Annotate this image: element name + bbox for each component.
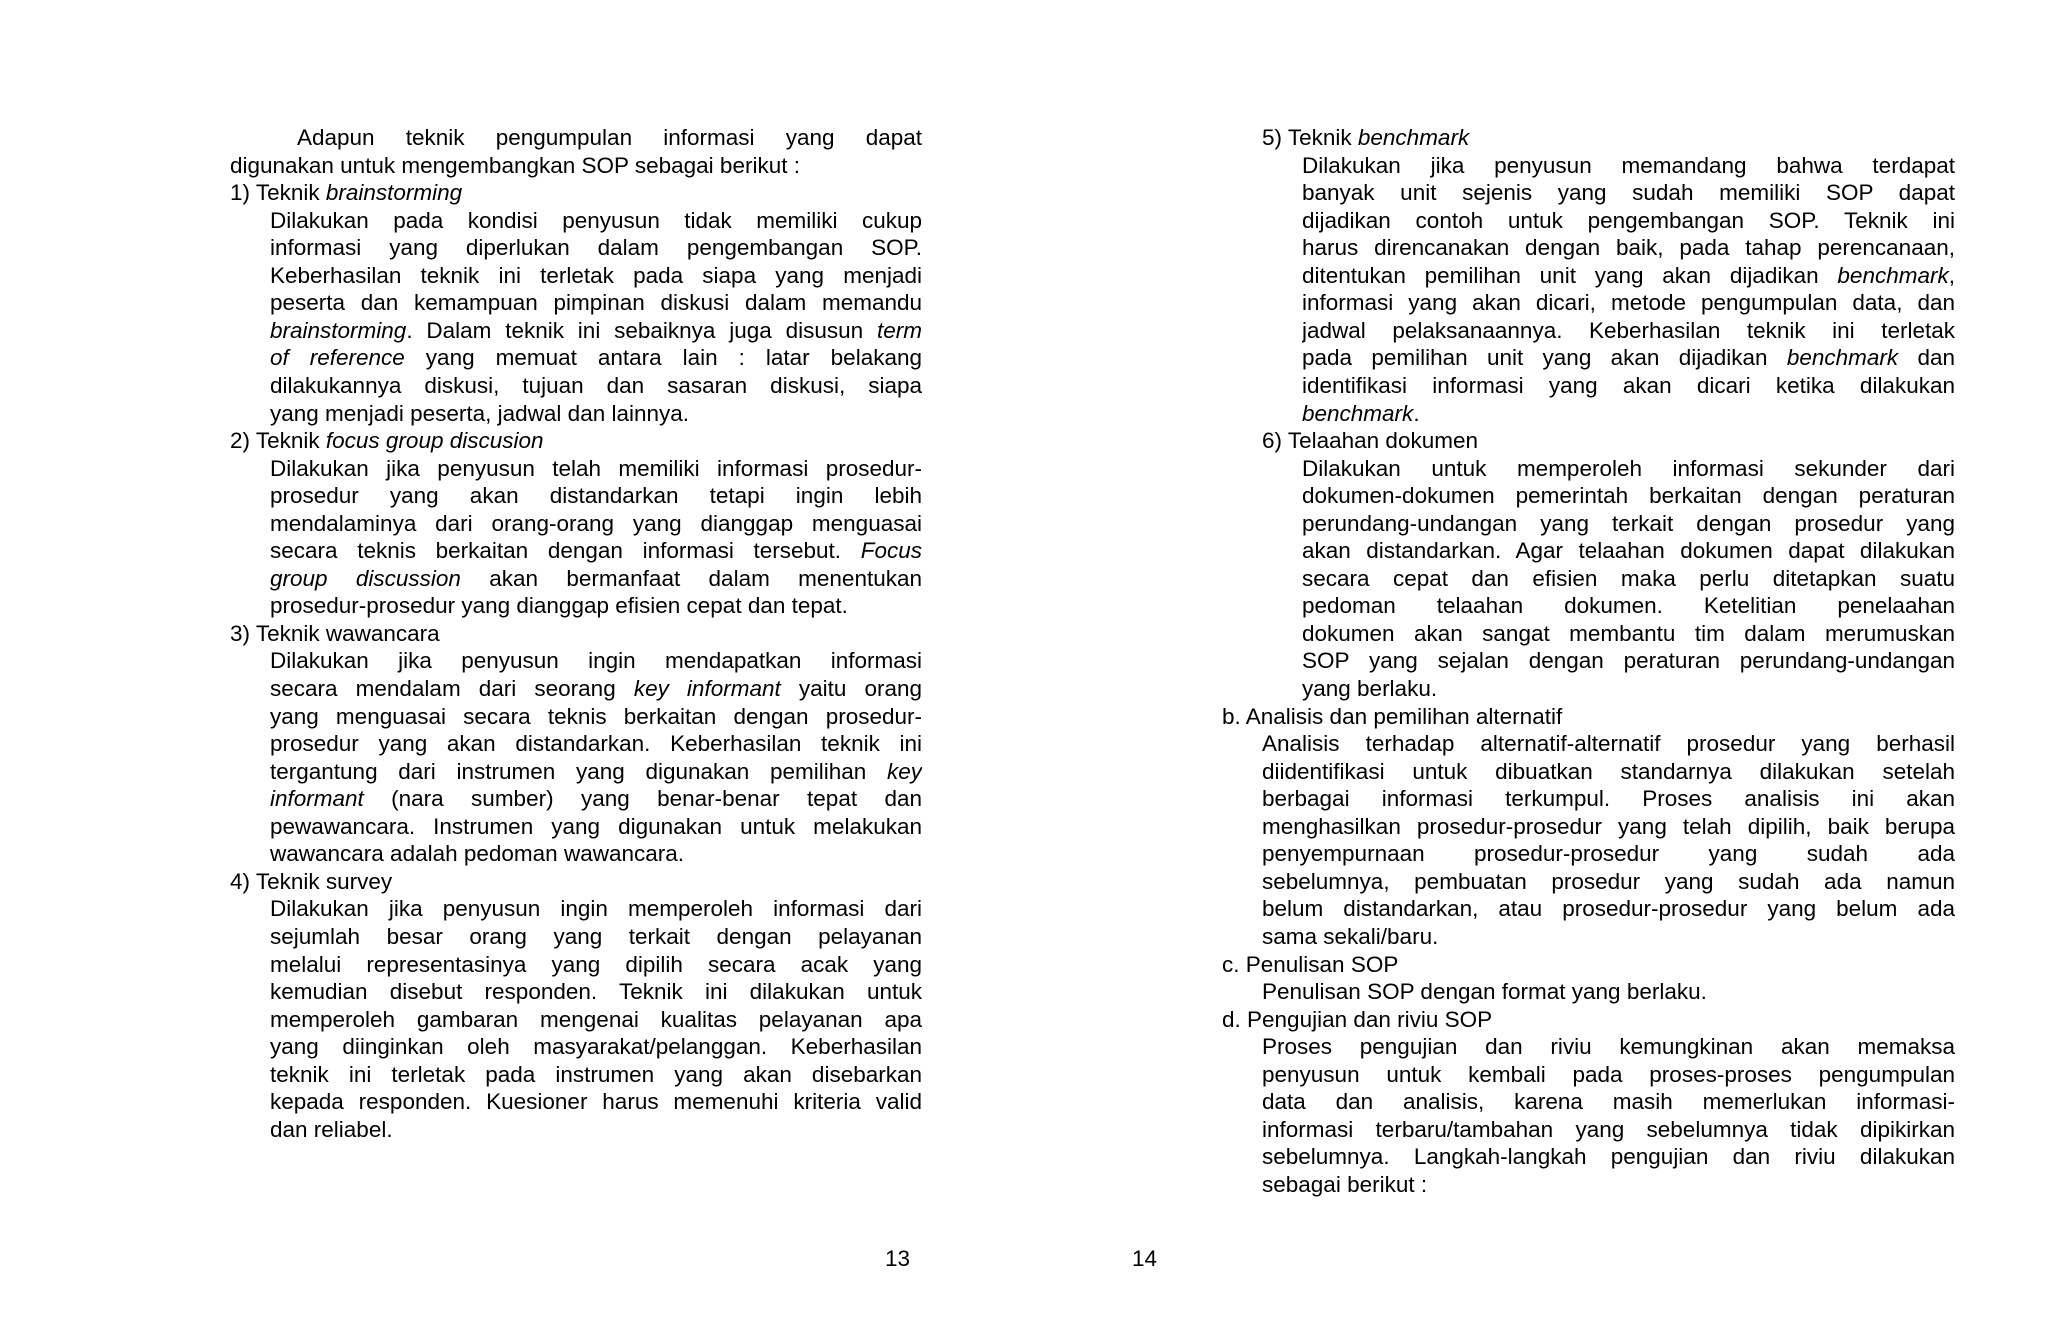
italic-text: key informant xyxy=(633,676,781,701)
text-run: perundang-undangan yang terkait dengan prosedur yang xyxy=(1302,510,1955,536)
italic-text: benchmark xyxy=(1357,125,1470,150)
text-run: , xyxy=(1948,262,1955,288)
text-run: prosedur yang akan distandarkan. Keberhasilan teknik ini xyxy=(270,731,922,757)
body-line xyxy=(1302,400,1955,428)
page-number-13: 13 xyxy=(885,1246,911,1271)
body-line xyxy=(1262,813,1955,841)
text-run: banyak unit sejenis yang sudah memiliki SOP dapat xyxy=(1302,180,1955,206)
body-line xyxy=(1262,978,1955,1006)
text-run: Analisis terhadap alternatif-alternatif prosedur yang berhasil xyxy=(1262,731,1955,757)
text-run: Penulisan SOP dengan format yang berlaku. xyxy=(1262,979,1707,1005)
italic-text: group discussion xyxy=(270,565,461,591)
item-heading xyxy=(1262,427,1955,455)
text-run: dan xyxy=(1898,345,1955,371)
body-line xyxy=(1262,1171,1955,1199)
body-line xyxy=(1262,1143,1955,1171)
italic-text: key xyxy=(886,758,922,784)
text-run: b. Analisis dan pemilihan alternatif xyxy=(1222,703,1563,729)
text-run: sebelumnya. Langkah-langkah pengujian dan riviu dilakukan xyxy=(1262,1144,1955,1170)
text-run: dan reliabel. xyxy=(270,1116,393,1142)
text-run: pewawancara. Instrumen yang digunakan untuk melakukan xyxy=(270,813,922,839)
body-line xyxy=(1302,537,1955,565)
body-line xyxy=(1262,785,1955,813)
text-run: akan bermanfaat dalam menentukan xyxy=(460,565,922,591)
text-run: kemudian disebut responden. Teknik ini dilakukan untuk xyxy=(270,979,922,1005)
text-run: . xyxy=(1413,400,1420,426)
text-run: jadwal pelaksanaannya. Keberhasilan teknik ini terletak xyxy=(1302,317,1955,343)
italic-text: term xyxy=(877,317,922,343)
text-run: menghasilkan prosedur-prosedur yang telah dipilih, baik berupa xyxy=(1262,813,1955,839)
text-run: Dilakukan jika penyusun ingin mendapatkan informasi xyxy=(270,648,922,674)
italic-text: benchmark xyxy=(1786,345,1899,371)
text-run: belum distandarkan, atau prosedur-prosedur yang belum ada xyxy=(1262,896,1955,922)
text-run: 1) Teknik xyxy=(230,180,326,206)
section-heading xyxy=(1222,951,1955,979)
text-run: prosedur yang akan distandarkan tetapi ingin lebih xyxy=(270,483,922,509)
text-run: d. Pengujian dan riviu SOP xyxy=(1222,1006,1493,1032)
body-line xyxy=(1302,455,1955,483)
text-run: secara cepat dan efisien maka perlu ditetapkan suatu xyxy=(1302,565,1955,591)
text-run: memperoleh gambaran mengenai kualitas pelayanan apa xyxy=(270,1006,922,1032)
text-run: yang menjadi peserta, jadwal dan lainnya. xyxy=(270,400,690,426)
body-line xyxy=(1262,1116,1955,1144)
italic-text: Focus xyxy=(860,538,922,564)
body-line xyxy=(1302,372,1955,400)
text-run: sebagai berikut : xyxy=(1262,1171,1428,1197)
text-run: Dilakukan jika penyusun telah memiliki informasi prosedur- xyxy=(270,455,922,481)
text-run: yang berlaku. xyxy=(1302,676,1438,701)
page-number-14: 14 xyxy=(1132,1246,1158,1271)
text-run: harus direncanakan dengan baik, pada tahap perencanaan, xyxy=(1302,235,1955,261)
text-run: tergantung dari instrumen yang digunakan pemilihan xyxy=(270,758,887,784)
text-run: 5) Teknik xyxy=(1262,125,1358,150)
body-line xyxy=(1262,868,1955,896)
body-line xyxy=(1262,1088,1955,1116)
text-run: berbagai informasi terkumpul. Proses analisis ini akan xyxy=(1262,786,1955,812)
text-run: 2) Teknik xyxy=(230,428,326,454)
text-run: informasi yang diperlukan dalam pengembangan SOP. xyxy=(270,235,922,261)
text-run: Adapun teknik pengumpulan informasi yang dapat xyxy=(297,125,922,150)
italic-text: benchmark xyxy=(1837,262,1949,288)
body-line xyxy=(1262,840,1955,868)
text-run: Dilakukan untuk memperoleh informasi sekunder dari xyxy=(1302,455,1955,481)
text-run: c. Penulisan SOP xyxy=(1222,951,1399,977)
text-run: melalui representasinya yang dipilih secara acak yang xyxy=(270,951,922,977)
text-run: dokumen akan sangat membantu tim dalam merumuskan xyxy=(1302,620,1955,646)
body-line xyxy=(1302,647,1955,675)
text-run: prosedur-prosedur yang dianggap efisien cepat dan tepat. xyxy=(270,593,848,619)
text-run: wawancara adalah pedoman wawancara. xyxy=(270,841,685,867)
text-run: sejumlah besar orang yang terkait dengan pelayanan xyxy=(270,923,922,949)
body-line xyxy=(1262,1061,1955,1089)
body-line xyxy=(1262,895,1955,923)
text-run: data dan analisis, karena masih memerlukan informasi- xyxy=(1262,1089,1955,1115)
text-run: yaitu orang xyxy=(780,676,922,701)
text-run: diidentifikasi untuk dibuatkan standarnya dilakukan setelah xyxy=(1262,758,1955,784)
body-line xyxy=(1262,730,1955,758)
italic-text: benchmark xyxy=(1302,400,1414,426)
text-run: informasi terbaru/tambahan yang sebelumnya tidak dipikirkan xyxy=(1262,1116,1955,1142)
italic-text: informant xyxy=(270,786,364,812)
body-line xyxy=(1262,923,1955,951)
text-run: Dilakukan pada kondisi penyusun tidak memiliki cukup xyxy=(270,207,922,233)
text-run: penyusun untuk kembali pada proses-proses pengumpulan xyxy=(1262,1061,1955,1087)
section-heading xyxy=(1222,703,1955,731)
text-run: yang memuat antara lain : latar belakang xyxy=(404,345,922,371)
text-run: . Dalam teknik ini sebaiknya juga disusun xyxy=(406,317,877,343)
text-run: pedoman telaahan dokumen. Ketelitian penelaahan xyxy=(1302,593,1955,619)
text-run: identifikasi informasi yang akan dicari ketika dilakukan xyxy=(1302,372,1955,398)
text-run: kepada responden. Kuesioner harus memenuhi kriteria valid xyxy=(270,1089,922,1115)
text-run: akan distandarkan. Agar telaahan dokumen dapat dilakukan xyxy=(1302,538,1955,564)
italic-text: focus group discusion xyxy=(325,428,544,454)
text-run: pada pemilihan unit yang akan dijadikan xyxy=(1302,345,1787,371)
body-line xyxy=(1302,234,1955,262)
text-run: sama sekali/baru. xyxy=(1262,923,1439,949)
body-line xyxy=(1302,510,1955,538)
body-line xyxy=(1302,152,1955,180)
body-line xyxy=(1302,207,1955,235)
text-run: Keberhasilan teknik ini terletak pada siapa yang menjadi xyxy=(270,262,922,288)
text-run: penyempurnaan prosedur-prosedur yang sudah ada xyxy=(1262,841,1955,867)
text-run: dijadikan contoh untuk pengembangan SOP. Teknik ini xyxy=(1302,207,1955,233)
text-run: SOP yang sejalan dengan peraturan perundang-undangan xyxy=(1302,648,1955,674)
text-run: mendalaminya dari orang-orang yang dianggap menguasai xyxy=(270,510,922,536)
section-heading xyxy=(1222,1006,1955,1034)
italic-text: brainstorming xyxy=(325,180,463,206)
text-run: Dilakukan jika penyusun memandang bahwa terdapat xyxy=(1302,152,1955,178)
body-line xyxy=(1302,675,1955,703)
body-line xyxy=(1302,592,1955,620)
text-run: 6) Telaahan dokumen xyxy=(1262,428,1478,454)
text-run: Proses pengujian dan riviu kemungkinan akan memaksa xyxy=(1262,1034,1955,1060)
text-run: 3) Teknik wawancara xyxy=(230,620,440,646)
text-run: yang diinginkan oleh masyarakat/pelanggan. Keberhasilan xyxy=(270,1034,922,1060)
body-line xyxy=(1302,317,1955,345)
body-line xyxy=(1302,179,1955,207)
text-run: ditentukan pemilihan unit yang akan dijadikan xyxy=(1302,262,1838,288)
text-run: secara mendalam dari seorang xyxy=(270,676,634,701)
text-run: peserta dan kemampuan pimpinan diskusi dalam memandu xyxy=(270,290,922,316)
text-run: Dilakukan jika penyusun ingin memperoleh informasi dari xyxy=(270,896,922,922)
text-run: informasi yang akan dicari, metode pengumpulan data, dan xyxy=(1302,290,1955,316)
body-line xyxy=(1262,1033,1955,1061)
text-run: digunakan untuk mengembangkan SOP sebagai berikut : xyxy=(230,152,800,178)
text-run: teknik ini terletak pada instrumen yang akan disebarkan xyxy=(270,1061,922,1087)
body-line xyxy=(1302,620,1955,648)
text-run: yang menguasai secara teknis berkaitan dengan prosedur- xyxy=(270,703,922,729)
text-run: (nara sumber) yang benar-benar tepat dan xyxy=(363,786,922,812)
italic-text: of reference xyxy=(270,345,405,371)
italic-text: brainstorming xyxy=(270,317,407,343)
body-line xyxy=(1302,565,1955,593)
item-heading xyxy=(1262,124,1955,152)
body-line xyxy=(1262,758,1955,786)
body-line xyxy=(1302,262,1955,290)
text-run: dokumen-dokumen pemerintah berkaitan dengan peraturan xyxy=(1302,483,1955,509)
body-line xyxy=(1302,344,1955,372)
body-line xyxy=(1302,289,1955,317)
text-run: sebelumnya, pembuatan prosedur yang sudah ada namun xyxy=(1262,868,1955,894)
text-run: 4) Teknik survey xyxy=(230,868,393,894)
text-run: dilakukannya diskusi, tujuan dan sasaran diskusi, siapa xyxy=(270,372,922,398)
body-line xyxy=(1302,482,1955,510)
text-run: secara teknis berkaitan dengan informasi tersebut. xyxy=(270,538,861,564)
